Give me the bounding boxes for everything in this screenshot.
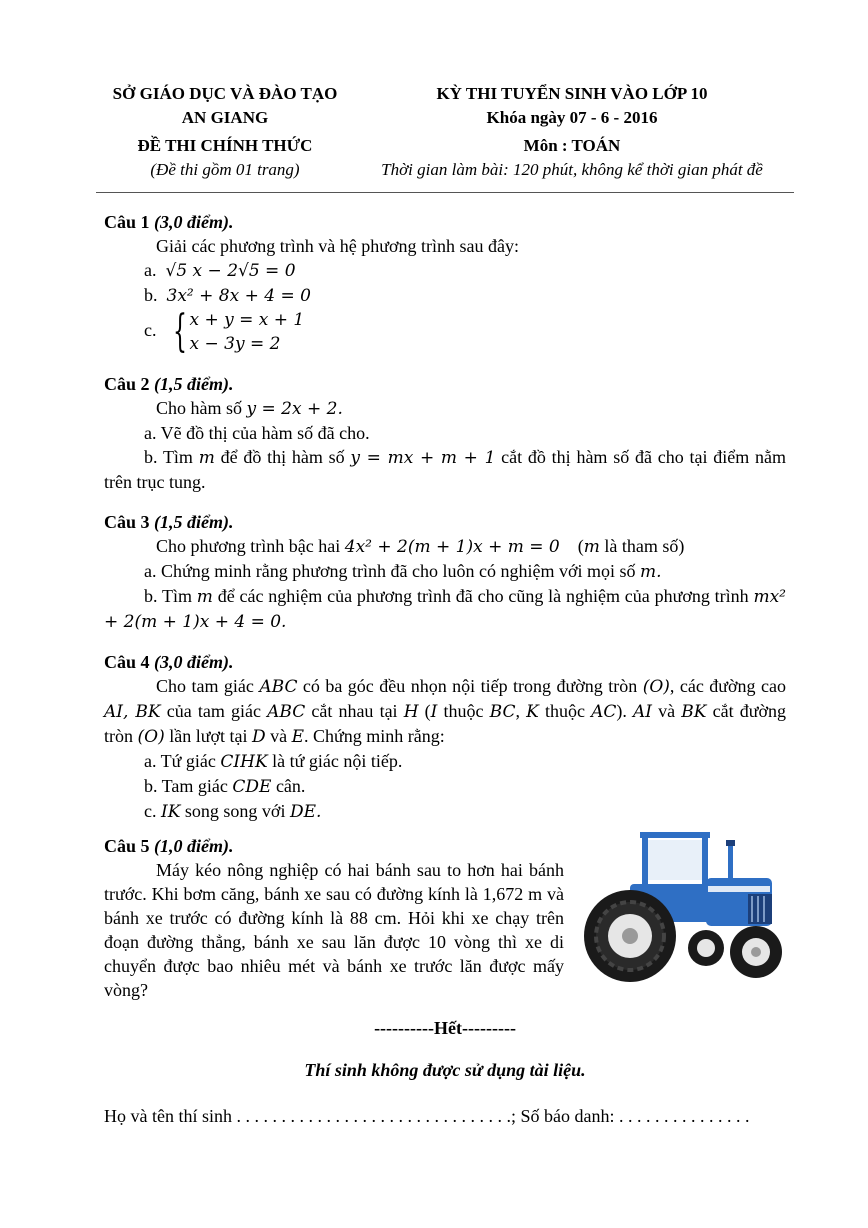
time-limit: Thời gian làm bài: 120 phút, không kể thời gian phát đề bbox=[381, 160, 763, 179]
subject: Môn : TOÁN bbox=[523, 136, 621, 155]
q4-text: và bbox=[652, 701, 682, 721]
tractor-cab-post bbox=[642, 836, 648, 888]
q3-note-m: m bbox=[583, 537, 600, 557]
q4-math: (O) bbox=[137, 727, 165, 747]
q2-b-math1: m bbox=[198, 448, 215, 468]
q1-points: (3,0 điểm). bbox=[154, 212, 234, 232]
q2-b-math2: y = mx + m + 1 bbox=[350, 448, 496, 468]
q4-math: ABC bbox=[259, 677, 298, 697]
province-name: AN GIANG bbox=[181, 108, 269, 127]
q1-a-label: a. bbox=[144, 260, 157, 280]
q3-intro: Cho phương trình bậc hai 4x² + 2(m + 1)x + m = 0 (m là tham số) bbox=[156, 536, 685, 557]
q4-math: (O) bbox=[642, 677, 670, 697]
q3-item-a bbox=[104, 559, 786, 584]
q4-text: lần lượt tại bbox=[164, 726, 252, 746]
q2-intro-math: y = 2x + 2. bbox=[246, 399, 343, 419]
q4-title: Câu 4 bbox=[104, 652, 155, 672]
question-2 bbox=[104, 372, 786, 494]
q1-b-math: 3x² + 8x + 4 = 0 bbox=[166, 286, 311, 306]
q4-math: E bbox=[291, 727, 305, 747]
q4-text: thuộc bbox=[437, 701, 490, 721]
front-axle bbox=[751, 947, 761, 957]
question-5 bbox=[104, 834, 786, 1002]
q2-b-text1: b. Tìm bbox=[144, 447, 199, 467]
q2-item-a: a. Vẽ đồ thị của hàm số đã cho. bbox=[144, 423, 370, 443]
q2-item-b bbox=[104, 445, 786, 494]
q4-c-text2: song song với bbox=[180, 801, 290, 821]
rear-axle bbox=[622, 928, 638, 944]
no-materials-note: Thí sinh không được sử dụng tài liệu. bbox=[304, 1060, 586, 1080]
q3-a-text: a. Chứng minh rằng phương trình đã cho luôn có nghiệm với mọi số bbox=[144, 561, 640, 581]
q4-text: có ba góc đều nhọn nội tiếp trong đường tròn bbox=[297, 676, 643, 696]
question-3-title bbox=[104, 510, 786, 534]
page-count-note: (Đề thi gồm 01 trang) bbox=[150, 160, 300, 179]
q3-points: (1,5 điểm). bbox=[154, 512, 234, 532]
question-1-title bbox=[104, 210, 786, 234]
q4-math: BK bbox=[681, 702, 707, 722]
department-name: SỞ GIÁO DỤC VÀ ĐÀO TẠO bbox=[112, 84, 338, 103]
q1-item-a bbox=[104, 258, 786, 283]
q3-b-text1: b. Tìm bbox=[144, 586, 197, 606]
exam-date: Khóa ngày 07 - 6 - 2016 bbox=[486, 108, 658, 127]
q3-b-text2: để các nghiệm của phương trình đã cho cũng là nghiệm của phương trình bbox=[212, 586, 754, 606]
equation-system bbox=[166, 308, 305, 356]
q5-points: (1,0 điểm). bbox=[154, 836, 234, 856]
q4-a-math: CIHK bbox=[220, 752, 268, 772]
q4-text: , các đường cao bbox=[669, 676, 786, 696]
tractor-window bbox=[648, 840, 702, 880]
q4-item-a bbox=[104, 749, 786, 774]
q4-b-text: b. Tam giác bbox=[144, 776, 233, 796]
q4-b-text2: cân. bbox=[271, 776, 306, 796]
q3-note: là tham số) bbox=[599, 536, 685, 556]
candidate-info-line: Họ và tên thí sinh . . . . . . . . . . . . . . . . . . . . . . . . . . . . . . .; Số báo danh: . . . . . . . . . . . . . . . bbox=[104, 1106, 750, 1126]
tractor-image bbox=[578, 826, 794, 988]
question-1 bbox=[104, 210, 786, 356]
q2-points: (1,5 điểm). bbox=[154, 374, 234, 394]
q2-b-text2: để đồ thị hàm số bbox=[214, 447, 351, 467]
q1-b-label: b. bbox=[144, 285, 158, 305]
q3-item-b bbox=[104, 584, 786, 634]
q4-item-b bbox=[104, 774, 786, 799]
q4-a-text: a. Tứ giác bbox=[144, 751, 221, 771]
q4-text: ). bbox=[616, 701, 634, 721]
exam-content bbox=[104, 210, 786, 1128]
exam-title: KỲ THI TUYỂN SINH VÀO LỚP 10 bbox=[436, 84, 708, 103]
brace-icon: { bbox=[172, 306, 187, 357]
q1-c-line1: x + y = x + 1 bbox=[189, 310, 305, 330]
q4-item-c bbox=[104, 799, 786, 824]
q1-item-b bbox=[104, 283, 786, 308]
tractor-roof bbox=[640, 832, 710, 838]
q4-c-math2: DE. bbox=[289, 802, 322, 822]
q4-text: Cho tam giác bbox=[156, 676, 260, 696]
q2-b-text3: cắt đồ thị hàm số đã cho tại điểm nằm trên trục tung. bbox=[104, 447, 786, 492]
q4-math: ABC bbox=[267, 702, 306, 722]
q1-item-c bbox=[104, 308, 786, 356]
q4-math: K bbox=[526, 702, 539, 722]
q5-body: Máy kéo nông nghiệp có hai bánh sau to hơn hai bánh trước. Khi bơm căng, bánh xe sau có đường kính là 1,672 m và bánh xe trước có đường kính là 88 cm. Hỏi khi xe chạy trên đoạn đường thẳng, bánh xe sau lăn được 10 vòng thì xe di chuyển được bao nhiêu mét và bánh xe trước lăn được mấy vòng? bbox=[104, 860, 564, 1000]
q1-a-math: √5 x − 2√5 = 0 bbox=[165, 261, 296, 281]
q1-c-label: c. bbox=[144, 320, 157, 341]
q2-title: Câu 2 bbox=[104, 374, 155, 394]
q4-points: (3,0 điểm). bbox=[154, 652, 234, 672]
q4-c-text: c. bbox=[144, 801, 161, 821]
q4-math: H bbox=[403, 702, 419, 722]
official-exam-label: ĐỀ THI CHÍNH THỨC bbox=[137, 136, 313, 155]
q4-text: thuộc bbox=[538, 701, 592, 721]
question-4 bbox=[104, 650, 786, 824]
header-right bbox=[352, 82, 792, 182]
q4-text: ( bbox=[418, 701, 431, 721]
q4-body bbox=[104, 674, 786, 749]
q4-c-math1: IK bbox=[161, 802, 181, 822]
q2-intro-text: Cho hàm số bbox=[156, 398, 247, 418]
q4-math: BC bbox=[489, 702, 516, 722]
q4-text: . Chứng minh rằng: bbox=[304, 726, 445, 746]
q1-c-line2: x − 3y = 2 bbox=[189, 334, 281, 354]
q4-math: AI, BK bbox=[104, 702, 161, 722]
q3-intro-text: Cho phương trình bậc hai bbox=[156, 536, 345, 556]
q4-text: cắt đường tròn bbox=[104, 701, 787, 746]
tractor-stripe bbox=[708, 886, 770, 892]
q3-b-math1: m bbox=[196, 587, 213, 607]
q4-math: AI bbox=[633, 702, 653, 722]
header-divider bbox=[96, 192, 794, 193]
q1-intro: Giải các phương trình và hệ phương trình sau đây: bbox=[156, 236, 519, 256]
q4-text: và bbox=[265, 726, 292, 746]
q4-text: , bbox=[515, 701, 527, 721]
q2-intro bbox=[104, 396, 786, 421]
q5-title: Câu 5 bbox=[104, 836, 155, 856]
question-3 bbox=[104, 510, 786, 634]
q4-b-math: CDE bbox=[232, 777, 272, 797]
q4-text: cắt nhau tại bbox=[305, 701, 404, 721]
q3-a-math: m. bbox=[640, 562, 662, 582]
mid-hub bbox=[697, 939, 715, 957]
q3-intro-math: 4x² + 2(m + 1)x + m = 0 bbox=[344, 537, 560, 557]
q4-a-text2: là tứ giác nội tiếp. bbox=[267, 751, 403, 771]
question-2-title bbox=[104, 372, 786, 396]
q4-math: I bbox=[430, 702, 438, 722]
q3-title: Câu 3 bbox=[104, 512, 155, 532]
q4-math: D bbox=[251, 727, 266, 747]
end-marker: ----------Hết--------- bbox=[374, 1018, 516, 1038]
q4-text: của tam giác bbox=[160, 701, 268, 721]
q3-b-math2: mx² + 2(m + 1)x + 4 = 0. bbox=[104, 587, 786, 632]
question-4-title bbox=[104, 650, 786, 674]
q1-title: Câu 1 bbox=[104, 212, 155, 232]
q4-math: AC bbox=[591, 702, 617, 722]
header-left bbox=[80, 82, 370, 182]
tractor-exhaust-cap bbox=[726, 840, 735, 846]
